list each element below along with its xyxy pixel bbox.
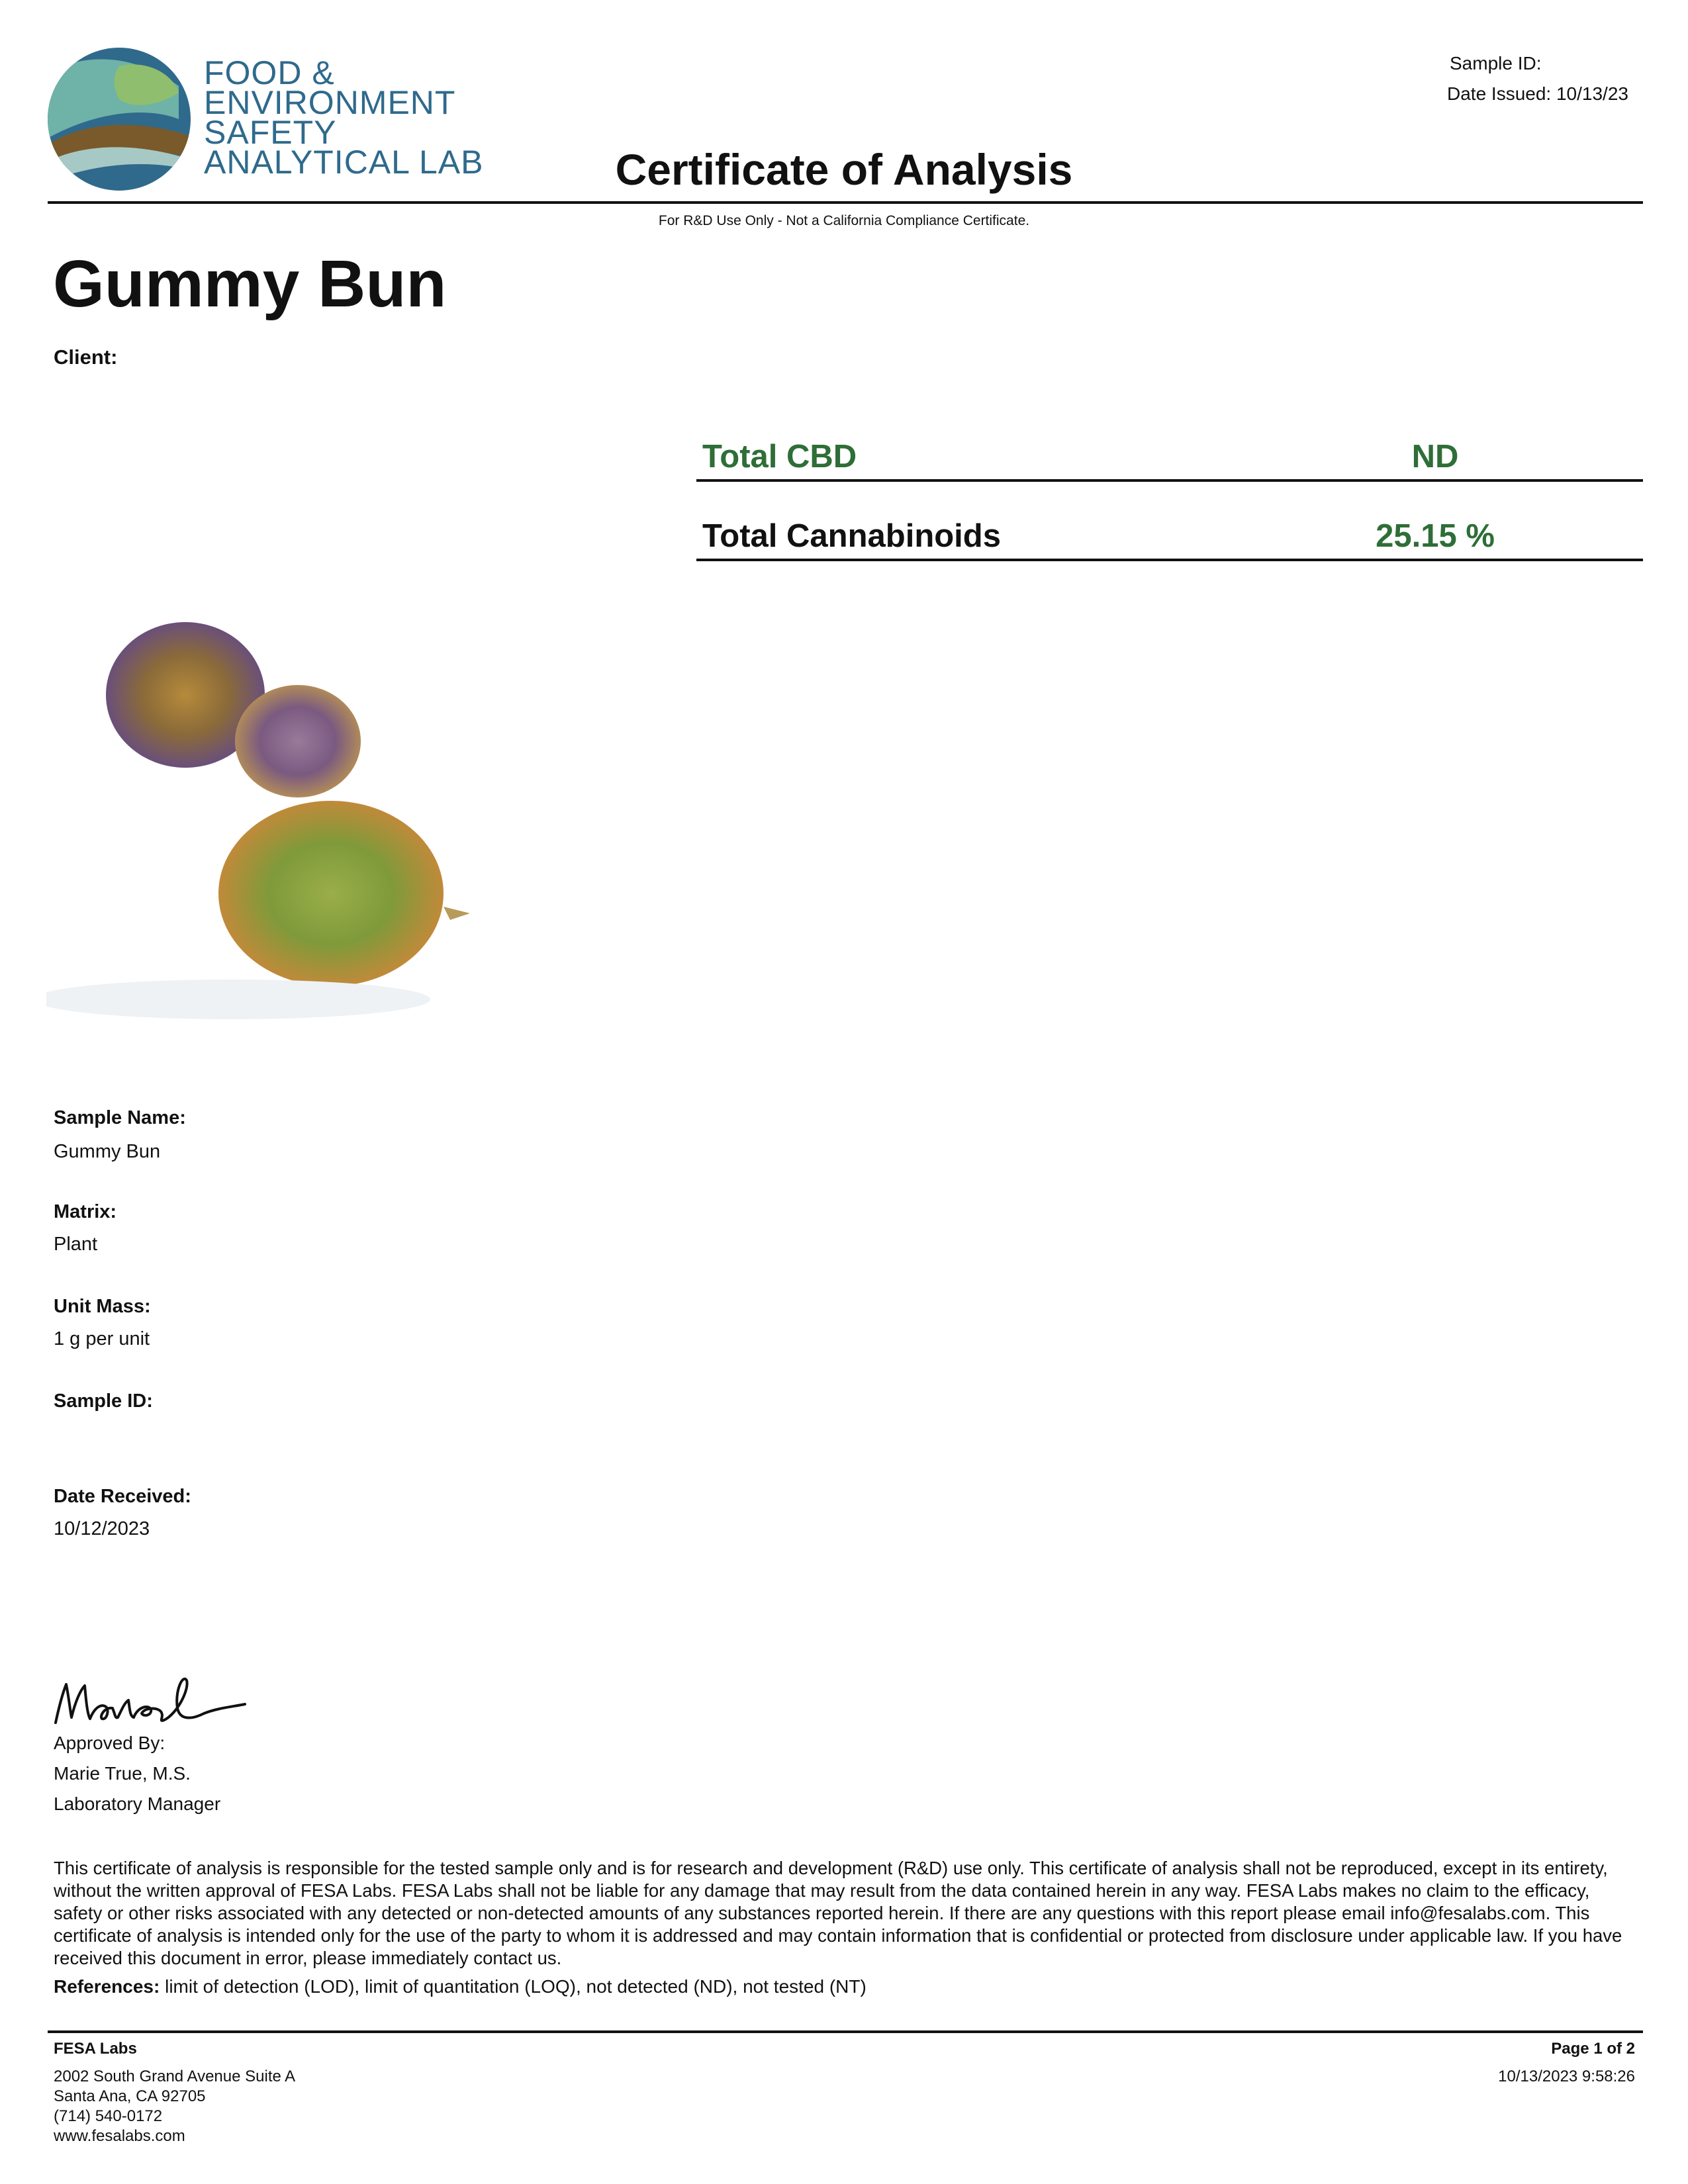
summary-row-total-cannabinoids <box>696 508 1643 561</box>
summary-value: ND <box>1411 439 1459 475</box>
references <box>54 1976 867 1997</box>
matrix-value: Plant <box>54 1234 98 1255</box>
references-text: limit of detection (LOD), limit of quantitation (LOQ), not detected (ND), not tested (NT) <box>160 1976 867 1997</box>
product-name: Gummy Bun <box>53 247 447 321</box>
product-photo <box>46 596 523 1019</box>
disclaimer-text: This certificate of analysis is responsible for the tested sample only and is for research and development (R&D) use only. This certificate of analysis shall not be reproduced, except in its entirety, without the written approval of FESA Labs. FESA Labs shall not be liable for any damage that may result from the data contained herein in any way. FESA Labs makes no claim to the efficacy, safety or other risks associated with any detected or non-detected amounts of any substances reported herein. If there are any questions with this report please email info@fesalabs.com. This certificate of analysis is intended only for the use of the party to whom it is addressed and may contain information that is confidential or protected from disclosure under applicable law. If you have received this document in error, please immediately contact us. <box>54 1858 1622 1968</box>
logo-line: SAFETY <box>204 114 337 151</box>
matrix-label: Matrix: <box>54 1201 117 1222</box>
summary-divider <box>696 479 1643 482</box>
header-sample-id: Sample ID: <box>1450 53 1542 73</box>
summary-divider <box>696 559 1643 561</box>
footer-phone: (714) 540-0172 <box>54 2107 163 2125</box>
date-received-label: Date Received: <box>54 1486 191 1507</box>
header-divider <box>48 201 1643 204</box>
footer-website[interactable]: www.fesalabs.com <box>54 2127 185 2145</box>
client-label: Client: <box>54 345 118 369</box>
sample-name-label: Sample Name: <box>54 1107 186 1128</box>
summary-label: Total Cannabinoids <box>702 518 1001 554</box>
compliance-note: For R&D Use Only - Not a California Compliance Certificate. <box>658 213 1030 228</box>
footer-address-line1: 2002 South Grand Avenue Suite A <box>54 2068 296 2085</box>
date-received-value: 10/12/2023 <box>54 1518 150 1539</box>
summary-label: Total CBD <box>702 439 857 475</box>
sample-name-value: Gummy Bun <box>54 1141 161 1162</box>
unit-mass-value: 1 g per unit <box>54 1328 150 1349</box>
footer-address-line2: Santa Ana, CA 92705 <box>54 2087 206 2105</box>
logo-line: ANALYTICAL LAB <box>204 144 484 181</box>
references-label: References: <box>54 1976 160 1997</box>
footer-divider <box>48 2030 1643 2033</box>
approver-name: Marie True, M.S. <box>54 1763 191 1784</box>
approver-role: Laboratory Manager <box>54 1794 221 1814</box>
page-number: Page 1 of 2 <box>1551 2040 1635 2058</box>
document-title: Certificate of Analysis <box>615 145 1073 194</box>
footer-timestamp: 10/13/2023 9:58:26 <box>1498 2068 1635 2085</box>
logo-line: ENVIRONMENT <box>204 84 456 121</box>
footer-company: FESA Labs <box>54 2040 137 2058</box>
signature-image <box>52 1664 250 1731</box>
approved-by-label: Approved By: <box>54 1733 165 1753</box>
sample-id-label: Sample ID: <box>54 1390 153 1412</box>
date-issued: Date Issued: 10/13/23 <box>1447 83 1628 104</box>
unit-mass-label: Unit Mass: <box>54 1296 151 1317</box>
summary-row-total-cbd <box>696 429 1643 482</box>
summary-value: 25.15 % <box>1376 518 1495 554</box>
logo-line: FOOD & <box>204 54 335 91</box>
